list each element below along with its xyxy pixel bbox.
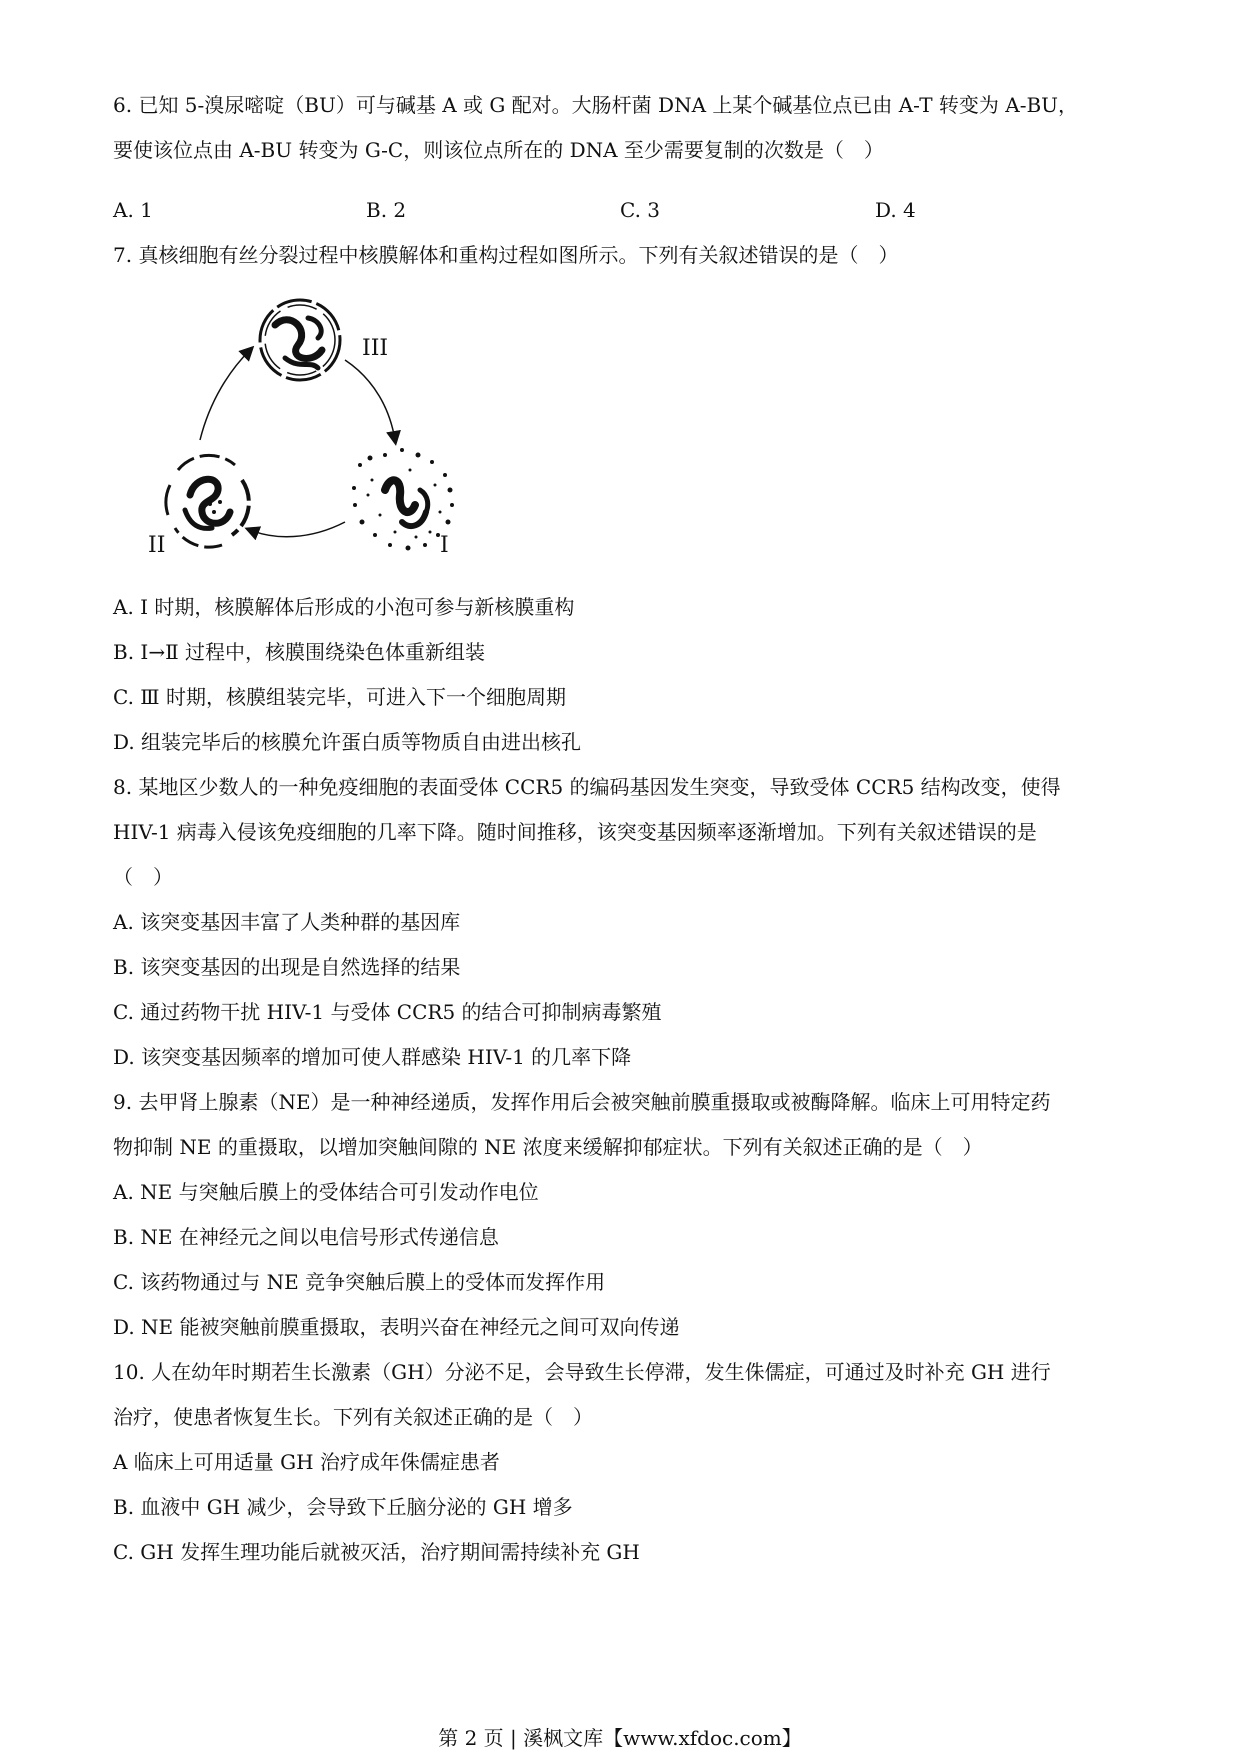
q9-option-a: A. NE 与突触后膜上的受体结合可引发动作电位	[113, 1180, 539, 1204]
cell-II	[166, 455, 249, 547]
label-III: III	[362, 336, 389, 361]
q6-option-a: A. 1	[113, 198, 153, 222]
q6-stem-line1: 6. 已知 5-溴尿嘧啶（BU）可与碱基 A 或 G 配对。大肠杆菌 DNA 上某个碱基位点已由 A-T 转变为 A-BU，	[113, 93, 1079, 117]
nuclear-envelope-cycle-figure	[140, 290, 480, 580]
q8-stem-line3: （ ）	[113, 865, 173, 889]
q9-option-b: B. NE 在神经元之间以电信号形式传递信息	[113, 1225, 499, 1249]
q6-option-b: B. 2	[366, 198, 407, 222]
label-II: II	[148, 533, 166, 558]
q10-option-c: C. GH 发挥生理功能后就被灭活，治疗期间需持续补充 GH	[113, 1540, 640, 1564]
q10-stem-line2: 治疗，使患者恢复生长。下列有关叙述正确的是（ ）	[113, 1405, 593, 1429]
arrow-II-to-III	[200, 350, 250, 440]
q8-stem-line1: 8. 某地区少数人的一种免疫细胞的表面受体 CCR5 的编码基因发生突变，导致受体 CCR5 结构改变，使得	[113, 775, 1061, 799]
q10-option-a: A 临床上可用适量 GH 治疗成年侏儒症患者	[113, 1450, 500, 1474]
q6-option-d: D. 4	[875, 198, 916, 222]
q6-stem-line2: 要使该位点由 A-BU 转变为 G-C，则该位点所在的 DNA 至少需要复制的次数是（ ）	[113, 138, 884, 162]
cell-cycle-diagram	[140, 290, 480, 580]
q7-stem: 7. 真核细胞有丝分裂过程中核膜解体和重构过程如图所示。下列有关叙述错误的是（ ）	[113, 243, 899, 267]
q9-stem-line2: 物抑制 NE 的重摄取，以增加突触间隙的 NE 浓度来缓解抑郁症状。下列有关叙述正确的是（ ）	[113, 1135, 983, 1159]
q7-option-b: B. Ⅰ→Ⅱ 过程中，核膜围绕染色体重新组装	[113, 640, 486, 664]
q7-option-c: C. Ⅲ 时期，核膜组装完毕，可进入下一个细胞周期	[113, 685, 566, 709]
page-footer: 第 2 页 | 溪枫文库【www.xfdoc.com】	[438, 1726, 802, 1750]
q7-option-a: A. Ⅰ 时期，核膜解体后形成的小泡可参与新核膜重构	[113, 595, 575, 619]
q8-option-b: B. 该突变基因的出现是自然选择的结果	[113, 955, 461, 979]
q10-stem-line1: 10. 人在幼年时期若生长激素（GH）分泌不足，会导致生长停滞，发生侏儒症，可通过及时补充 GH 进行	[113, 1360, 1051, 1384]
arrow-I-to-II	[250, 522, 345, 537]
q10-option-b: B. 血液中 GH 减少，会导致下丘脑分泌的 GH 增多	[113, 1495, 573, 1519]
q6-option-c: C. 3	[620, 198, 661, 222]
label-I: I	[440, 533, 449, 558]
q8-stem-line2: HIV-1 病毒入侵该免疫细胞的几率下降。随时间推移，该突变基因频率逐渐增加。下列有关叙述错误的是	[113, 820, 1037, 844]
arrow-III-to-I	[345, 360, 395, 440]
cell-III	[260, 300, 340, 380]
q9-stem-line1: 9. 去甲肾上腺素（NE）是一种神经递质，发挥作用后会被突触前膜重摄取或被酶降解。临床上可用特定药	[113, 1090, 1051, 1114]
q8-option-c: C. 通过药物干扰 HIV-1 与受体 CCR5 的结合可抑制病毒繁殖	[113, 1000, 662, 1024]
q8-option-a: A. 该突变基因丰富了人类种群的基因库	[113, 910, 461, 934]
q7-option-d: D. 组装完毕后的核膜允许蛋白质等物质自由进出核孔	[113, 730, 582, 754]
q8-option-d: D. 该突变基因频率的增加可使人群感染 HIV-1 的几率下降	[113, 1045, 632, 1069]
q9-option-c: C. 该药物通过与 NE 竞争突触后膜上的受体而发挥作用	[113, 1270, 606, 1294]
q9-option-d: D. NE 能被突触前膜重摄取，表明兴奋在神经元之间可双向传递	[113, 1315, 680, 1339]
cell-I	[352, 448, 454, 551]
